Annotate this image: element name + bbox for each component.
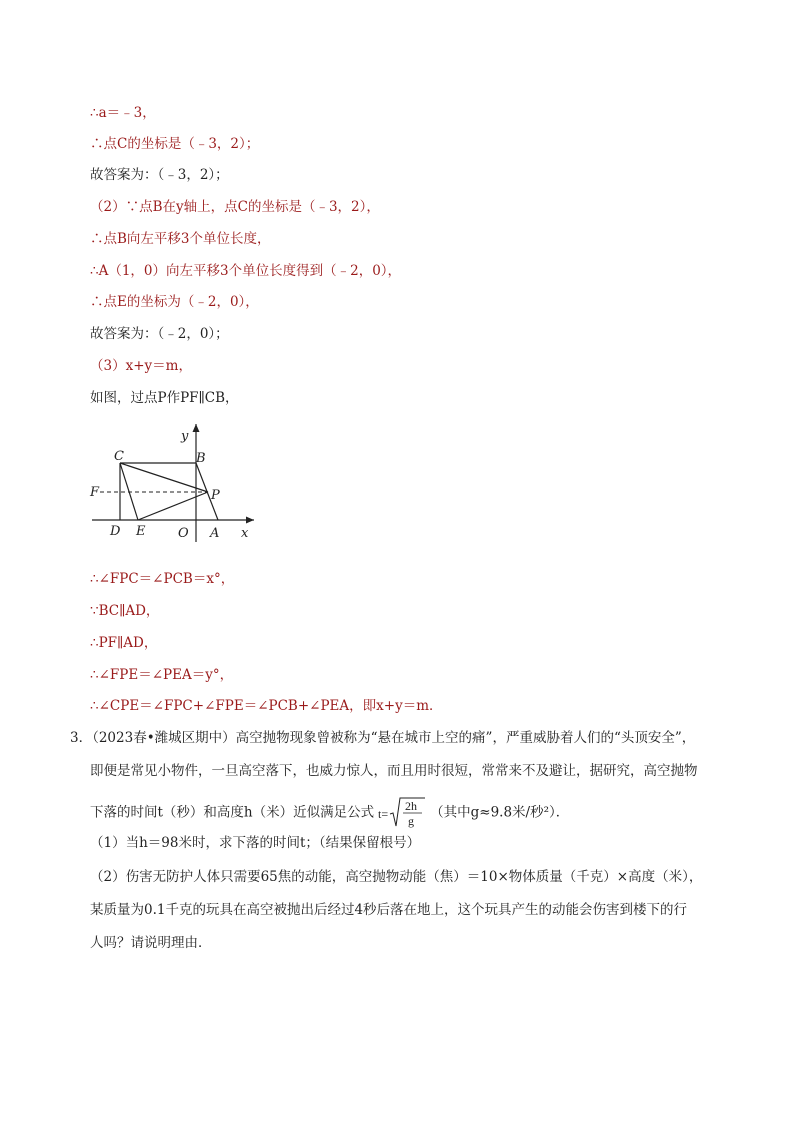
y-axis-arrow bbox=[193, 424, 200, 432]
solution-line-1: ∴a＝﹣3， bbox=[90, 105, 156, 121]
label-x: x bbox=[241, 526, 249, 541]
label-E: E bbox=[136, 524, 146, 539]
solution-line-12: ∵BC∥AD， bbox=[90, 603, 160, 619]
geometry-figure bbox=[86, 420, 266, 545]
solution-line-2: ∴点C的坐标是（﹣3，2）； bbox=[90, 136, 260, 152]
solution-line-8: 故答案为：（﹣2，0）； bbox=[90, 326, 229, 342]
solution-line-7: ∴点E的坐标为（﹣2，0）， bbox=[90, 294, 259, 310]
label-O: O bbox=[178, 526, 189, 541]
label-P: P bbox=[211, 488, 220, 503]
fall-time-formula bbox=[378, 796, 426, 830]
solution-line-13: ∴PF∥AD， bbox=[90, 635, 158, 651]
solution-line-14: ∴∠FPE＝∠PEA＝y°， bbox=[90, 667, 234, 683]
question-2-line-3: 人吗？请说明理由． bbox=[90, 935, 212, 951]
label-C: C bbox=[114, 449, 124, 464]
solution-line-11: ∴∠FPC＝∠PCB＝x°， bbox=[90, 571, 235, 587]
solution-line-6: ∴A（1，0）向左平移3个单位长度得到（﹣2，0）， bbox=[90, 263, 402, 279]
problem3-line-3a: 下落的时间t（秒）和高度h（米）近似满足公式 bbox=[90, 804, 375, 821]
label-B: B bbox=[196, 451, 206, 466]
solution-line-9: （3）x+y＝m， bbox=[90, 358, 192, 374]
label-y: y bbox=[181, 429, 189, 444]
formula-denominator: g bbox=[408, 814, 415, 828]
solution-line-5: ∴点B向左平移3个单位长度， bbox=[90, 231, 271, 247]
solution-line-15: ∴∠CPE＝∠FPC+∠FPE＝∠PCB+∠PEA，即x+y＝m． bbox=[90, 698, 443, 714]
question-2-line-1: （2）伤害无防护人体只需要65焦的动能，高空抛物动能（焦）＝10×物体质量（千克）×高度（米）， bbox=[90, 869, 703, 885]
solution-line-3: 故答案为：（﹣3，2）； bbox=[90, 167, 229, 183]
x-axis-arrow bbox=[246, 517, 254, 524]
solution-line-10: 如图，过点P作PF∥CB， bbox=[90, 390, 239, 406]
formula-t: t= bbox=[378, 807, 389, 821]
question-2-line-2: 某质量为0.1千克的玩具在高空被抛出后经过4秒后落在地上，这个玩具产生的动能会伤害到楼下的行 bbox=[90, 902, 688, 918]
problem3-line-3b: （其中g≈9.8米/秒²）． bbox=[430, 804, 570, 821]
solution-line-4: （2）∵点B在y轴上，点C的坐标是（﹣3，2）， bbox=[90, 199, 380, 215]
segment-EP bbox=[138, 492, 208, 520]
label-A: A bbox=[210, 526, 220, 541]
formula-numerator: 2h bbox=[405, 799, 418, 813]
problem3-line-2: 即便是常见小物件，一旦高空落下，也威力惊人，而且用时很短，常常来不及避让，据研究，高空抛物 bbox=[90, 763, 698, 779]
label-D: D bbox=[110, 524, 121, 539]
question-1: （1）当h＝98米时，求下落的时间t；（结果保留根号） bbox=[90, 835, 421, 851]
label-F: F bbox=[90, 485, 100, 500]
segment-CP bbox=[120, 463, 208, 492]
problem3-line-1: 3．（2023春•潍城区期中）高空抛物现象曾被称为“悬在城市上空的痛”，严重威胁着人们的“头顶安全”， bbox=[70, 730, 696, 746]
problem3-line-3 bbox=[90, 796, 569, 830]
